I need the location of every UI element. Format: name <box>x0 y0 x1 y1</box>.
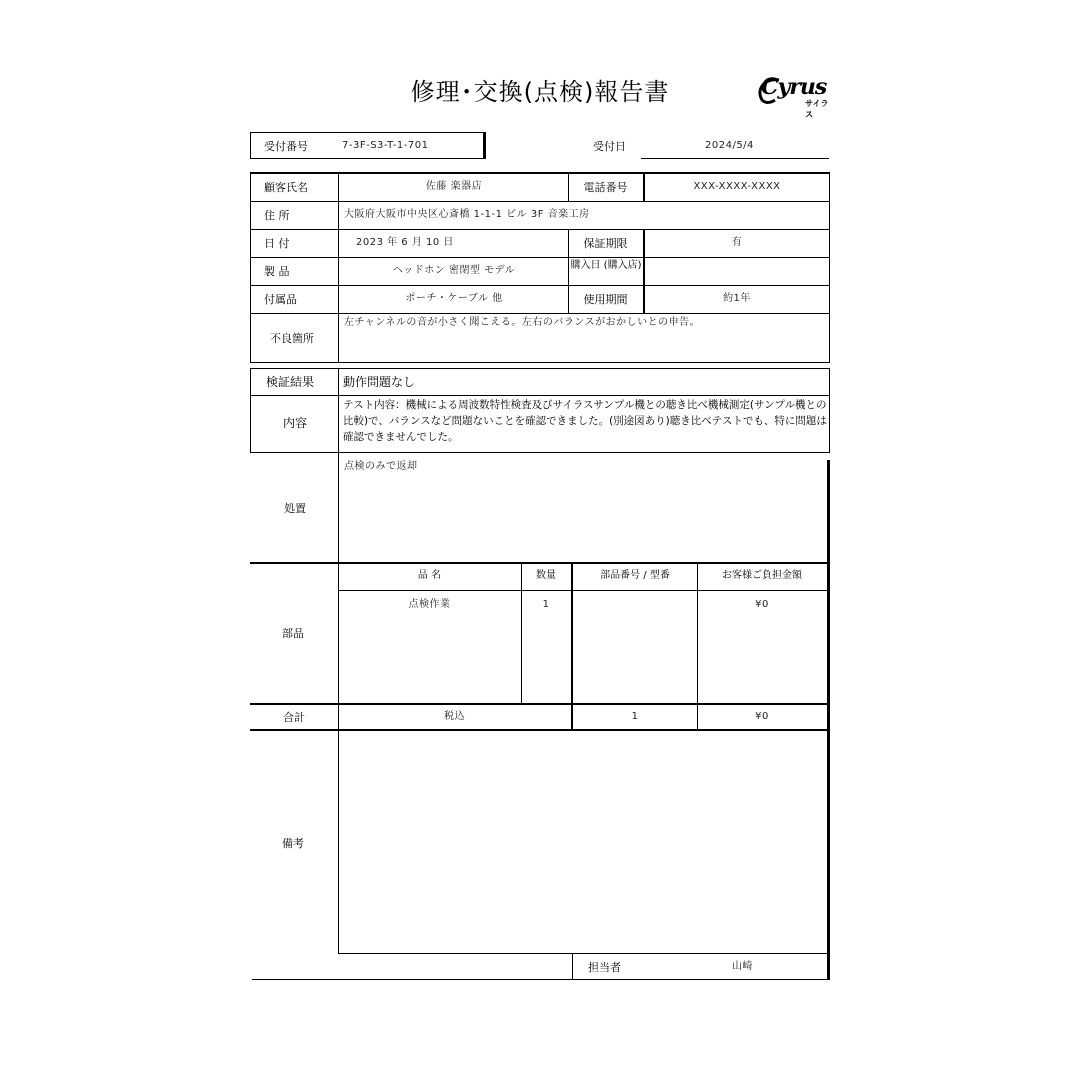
usage-value: 約1年 <box>723 293 751 304</box>
symptom-label: 不良箇所 <box>270 332 314 345</box>
accessory-value: ポーチ・ケーブル 他 <box>405 293 503 304</box>
product-value: ヘッドホン 密閉型 モデル <box>392 265 516 276</box>
staff-value: 山崎 <box>732 961 753 972</box>
receipt-date-value: 2024/5/4 <box>705 140 754 151</box>
receipt-date-label: 受付日 <box>593 140 626 153</box>
verify-result-value: 動作問題なし <box>343 375 416 389</box>
total-name: 税込 <box>444 711 465 722</box>
parts-label: 部品 <box>282 627 304 640</box>
customer-label: 顧客氏名 <box>264 181 308 194</box>
date-label: 日 付 <box>264 237 290 250</box>
parts-header-code: 部品番号 / 型番 <box>600 570 670 581</box>
parts-row-qty: 1 <box>542 599 550 610</box>
customer-value: 佐藤 楽器店 <box>425 181 483 192</box>
logo-katakana: サイラス <box>805 99 829 119</box>
total-qty: 1 <box>631 711 639 722</box>
warranty-label: 保証期限 <box>583 237 628 250</box>
parts-header-name: 品 名 <box>417 570 442 581</box>
address-label: 住 所 <box>264 209 290 222</box>
phone-value: XXX-XXXX-XXXX <box>693 181 781 192</box>
staff-label: 担当者 <box>588 961 621 974</box>
verify-content-value: テスト内容：機械による周波数特性検査及びサイラスサンプル機との聴き比べ機械測定(サンプル機との比較)で、バランスなど問題ないことを確認できました。(別途図あり)聴き比べテストでも、特に問題は確認できませんでした。 <box>343 399 827 443</box>
accessory-label: 付属品 <box>264 293 297 306</box>
parts-row-name: 点検作業 <box>408 599 451 610</box>
remarks-label: 備考 <box>282 837 304 850</box>
total-label: 合計 <box>283 711 305 724</box>
usage-label: 使用期間 <box>583 293 628 306</box>
page-title: 修理･交換(点検)報告書 <box>410 78 670 106</box>
address-value: 大阪府大阪市中央区心斎橋 1-1-1 ビル 3F 音楽工房 <box>344 209 590 220</box>
receipt-number-value: 7-3F-S3-T-1-701 <box>342 140 429 151</box>
product-label: 製 品 <box>264 265 290 278</box>
parts-row-price: ¥0 <box>755 599 769 610</box>
date-value: 2023 年 6 月 10 日 <box>356 237 454 248</box>
warranty-value: 有 <box>731 237 743 248</box>
parts-header-qty: 数量 <box>536 570 556 581</box>
purchase-label: 購入日 (購入店) <box>570 260 642 271</box>
logo-wordmark: Cyrus <box>761 74 827 100</box>
parts-header-price: お客様ご負担金額 <box>722 570 802 581</box>
receipt-number-label: 受付番号 <box>264 140 308 153</box>
verify-content-label: 内容 <box>283 416 308 430</box>
symptom-value: 左チャンネルの音が小さく聞こえる。左右のバランスがおかしいとの申告。 <box>344 317 701 328</box>
handling-label: 処置 <box>284 502 306 515</box>
brand-logo <box>755 74 835 119</box>
phone-label: 電話番号 <box>583 181 628 194</box>
total-price: ¥0 <box>755 711 769 722</box>
verify-result-label: 検証結果 <box>266 375 315 389</box>
handling-value: 点検のみで返却 <box>344 461 418 472</box>
